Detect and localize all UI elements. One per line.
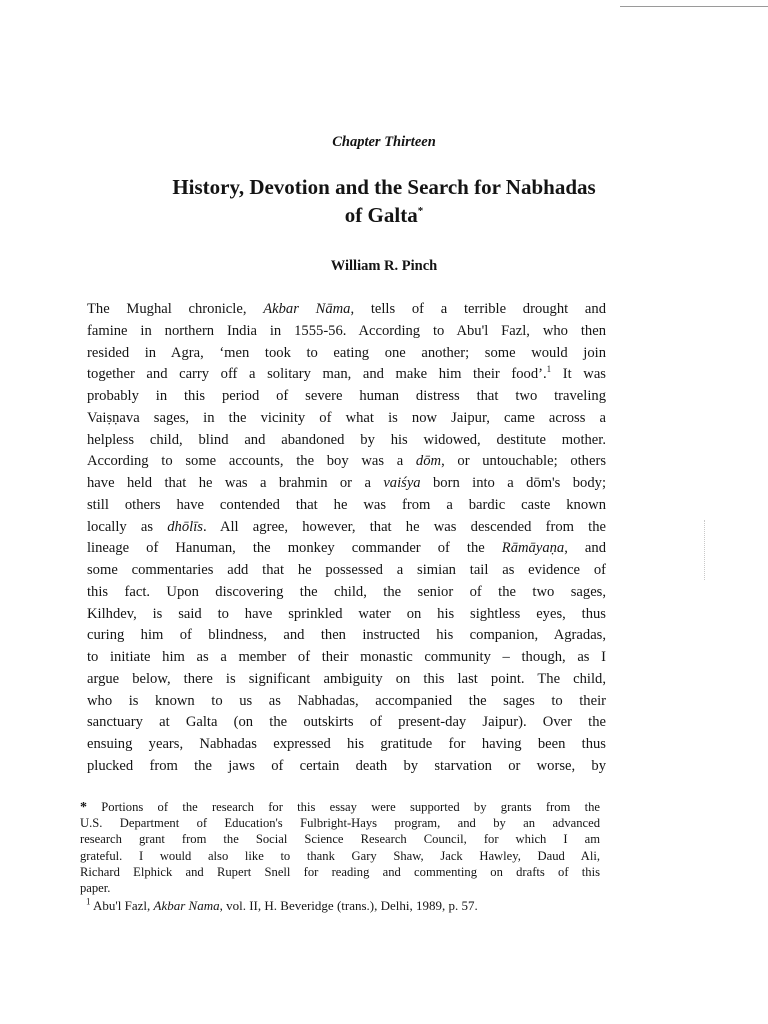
body-line: sanctuary at Galta (on the outskirts of present-day Jaipur). Over the	[87, 714, 606, 731]
italic-term: dhōlīs	[167, 518, 203, 535]
footnote-line: paper.	[80, 880, 111, 895]
top-edge-rule	[620, 6, 768, 7]
body-line: The Mughal chronicle, Akbar Nāma, tells of a terrible drought and	[87, 301, 606, 317]
italic-term: dōm	[415, 453, 442, 470]
body-line: who is known to us as Nabhadas, accompanied the sages to their	[87, 692, 606, 709]
body-line: According to some accounts, the boy was a dōm, or untouchable; others	[87, 453, 606, 470]
footnote-line: grateful. I would also like to thank Gary Shaw, Jack Hawley, Daud Ali,	[80, 848, 600, 863]
body-line: probably in this period of severe human distress that two traveling	[87, 388, 606, 404]
footnote-1	[80, 799, 600, 896]
footnote-asterisk: *	[80, 800, 87, 815]
title-line-1: History, Devotion and the Search for Nabhadas	[172, 175, 596, 199]
title-footnote-mark: *	[417, 205, 424, 217]
body-line: plucked from the jaws of certain death by starvation or worse, by	[87, 757, 606, 774]
body-line: curing him of blindness, and then instructed his companion, Agradas,	[87, 627, 606, 644]
body-line: ensuing years, Nabhadas expressed his gratitude for having been thus	[87, 736, 606, 752]
body-line: to initiate him as a member of their monastic community – though, as I	[87, 649, 606, 665]
footnote-line: research grant from the Social Science Research Council, for which I am	[80, 832, 600, 847]
margin-scan-marks	[704, 520, 707, 580]
footnote-line: U.S. Department of Education's Fulbright-Hays program, and by an advanced	[80, 816, 600, 831]
italic-term: vaiśya	[383, 475, 421, 491]
chapter-label: Chapter Thirteen	[332, 134, 436, 150]
body-line: lineage of Hanuman, the monkey commander of the Rāmāyaṇa, and	[87, 540, 606, 557]
chapter-title	[100, 173, 668, 229]
italic-term: Rāmāyaṇa	[501, 540, 565, 557]
body-line: together and carry off a solitary man, and make him their food’.$^1$ It was	[87, 364, 606, 383]
body-line: helpless child, blind and abandoned by his widowed, destitute mother.	[87, 431, 606, 448]
footnote-line: * Portions of the research for this essay were supported by grants from the	[80, 800, 600, 815]
body-line: still others have contended that he was from a bardic caste known	[87, 496, 606, 513]
footnote-number: 1	[86, 896, 91, 907]
body-line: some commentaries add that he possessed a simian tail as evidence of	[87, 562, 606, 578]
body-line: famine in northern India in 1555-56. According to Abu'l Fazl, who then	[87, 322, 606, 339]
italic-term: Akbar Nama	[153, 898, 220, 914]
body-line: locally as dhōlīs. All agree, however, that he was descended from the	[87, 518, 606, 535]
footnote-2: $^1$ Abu'l Fazl, Akbar Nama, vol. II, H. Beveridge (trans.), Delhi, 1989, p. 57.	[86, 896, 478, 914]
footnotes	[80, 799, 600, 914]
body-line: Kilhdev, is said to have sprinkled water on his sightless eyes, thus	[87, 605, 606, 622]
footnote-line: Richard Elphick and Rupert Snell for reading and commenting on drafts of this	[80, 864, 600, 879]
body-paragraph	[87, 299, 606, 778]
title-line-2: of Galta	[344, 203, 418, 227]
body-line: have held that he was a brahmin or a vaiśya born into a dōm's body;	[87, 475, 607, 491]
body-line: Vaiṣṇava sages, in the vicinity of what is now Jaipur, came across a	[87, 409, 606, 426]
italic-term: Akbar Nāma	[263, 301, 351, 317]
author-name: William R. Pinch	[330, 258, 438, 274]
footnote-reference: 1	[546, 364, 552, 375]
body-line: this fact. Upon discovering the child, the senior of the two sages,	[87, 583, 606, 600]
body-line: argue below, there is significant ambiguity on this last point. The child,	[87, 670, 606, 687]
body-line: resided in Agra, ‘men took to eating one another; some would join	[87, 344, 606, 361]
